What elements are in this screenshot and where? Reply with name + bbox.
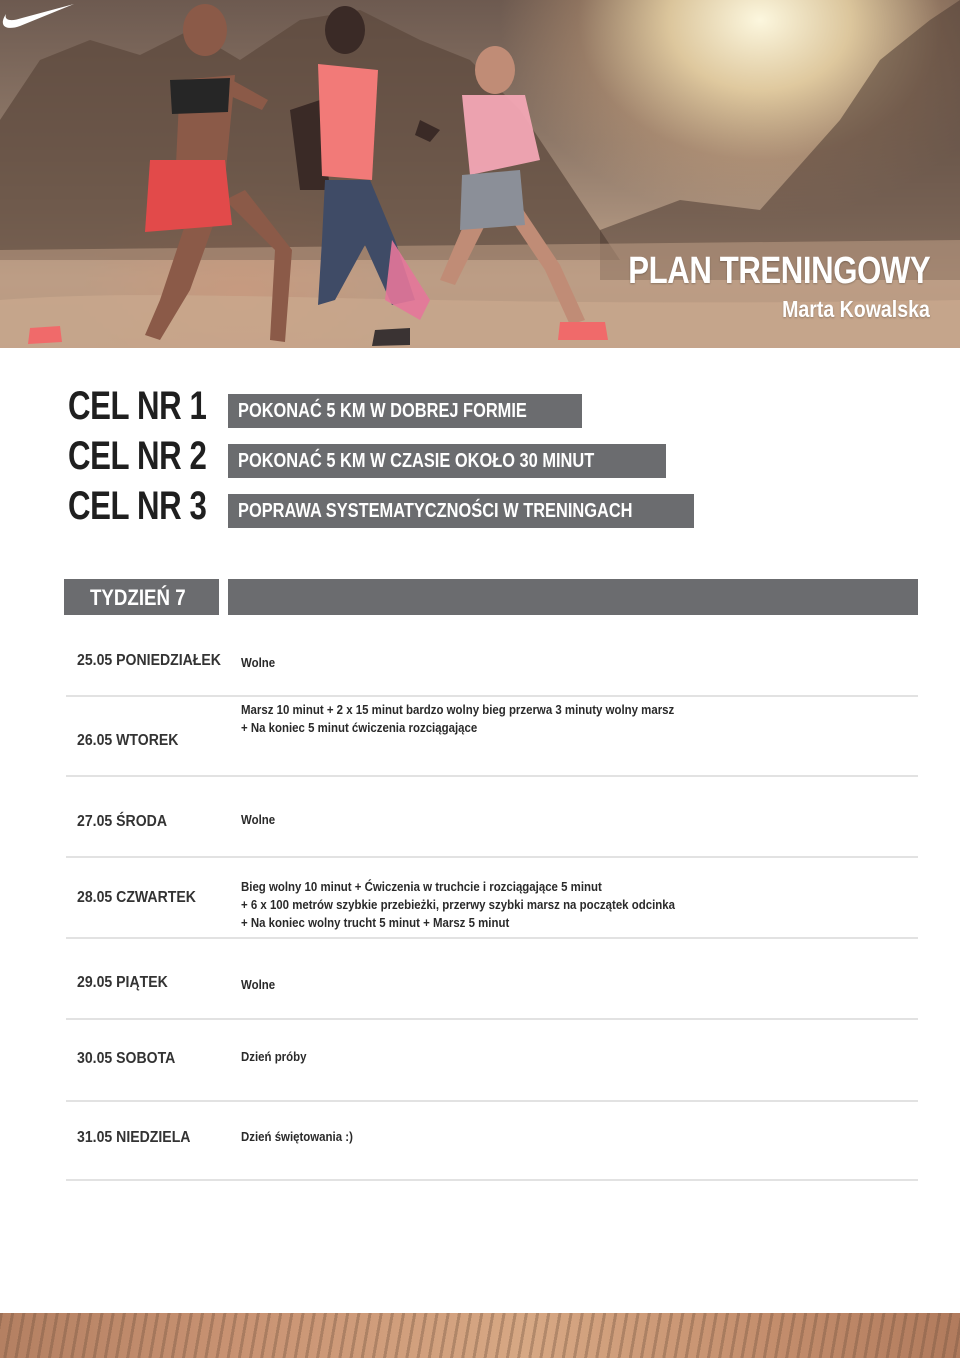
day-description: [241, 1048, 306, 1066]
goal-text-box: [228, 494, 694, 528]
goal-text: POKONAĆ 5 KM W CZASIE OKOŁO 30 MINUT: [238, 450, 595, 472]
day-description: [241, 654, 275, 672]
day-line: Dzień świętowania :): [241, 1129, 353, 1144]
day-row-saturday: [66, 1020, 918, 1102]
day-line: Wolne: [241, 977, 276, 992]
day-line: + Na koniec 5 minut ćwiczenia rozciągające: [241, 720, 478, 735]
day-line: Dzień próby: [241, 1049, 307, 1064]
bottom-photo-strip: [0, 1313, 960, 1358]
day-label: 27.05 ŚRODA: [77, 813, 167, 830]
week-label-tab: [64, 579, 219, 615]
day-description: [241, 701, 674, 737]
day-label: 31.05 NIEDZIELA: [77, 1129, 191, 1146]
hero-photo: [0, 0, 960, 348]
day-line: Bieg wolny 10 minut + Ćwiczenia w truchcie i rozciągające 5 minut: [241, 879, 602, 894]
goal-text-box: [228, 444, 666, 478]
goal-label: CEL NR 3: [68, 484, 207, 528]
day-label: 25.05 PONIEDZIAŁEK: [77, 652, 221, 669]
goal-text: POKONAĆ 5 KM W DOBREJ FORMIE: [238, 400, 527, 422]
swoosh-logo-icon: [0, 0, 76, 30]
day-line: Wolne: [241, 655, 276, 670]
athlete-name: Marta Kowalska: [782, 296, 930, 322]
day-line: Wolne: [241, 812, 276, 827]
day-description: [241, 1128, 353, 1146]
day-label: 29.05 PIĄTEK: [77, 974, 168, 991]
week-header-bar: [228, 579, 918, 615]
day-label: 28.05 CZWARTEK: [77, 889, 196, 906]
day-line: Marsz 10 minut + 2 x 15 minut bardzo wolny bieg przerwa 3 minuty wolny marsz: [241, 702, 675, 717]
goal-label: CEL NR 2: [68, 434, 207, 478]
day-description: [241, 878, 675, 932]
goal-text: POPRAWA SYSTEMATYCZNOŚCI W TRENINGACH: [238, 500, 633, 522]
day-row-wednesday: [66, 777, 918, 858]
page-title: PLAN TRENINGOWY: [628, 250, 930, 292]
goal-label: CEL NR 1: [68, 384, 207, 428]
day-row-friday: [66, 939, 918, 1020]
day-row-monday: [66, 615, 918, 697]
goal-text-box: [228, 394, 582, 428]
day-description: [241, 976, 275, 994]
day-row-thursday: [66, 858, 918, 939]
day-line: + Na koniec wolny trucht 5 minut + Marsz 5 minut: [241, 915, 510, 930]
day-line: + 6 x 100 metrów szybkie przebieżki, przerwy szybki marsz na początek odcinka: [241, 897, 675, 912]
day-description: [241, 811, 275, 829]
day-label: 26.05 WTOREK: [77, 732, 179, 749]
day-row-tuesday: [66, 697, 918, 777]
week-label: TYDZIEŃ 7: [90, 585, 186, 610]
day-label: 30.05 SOBOTA: [77, 1050, 176, 1067]
day-row-sunday: [66, 1102, 918, 1181]
